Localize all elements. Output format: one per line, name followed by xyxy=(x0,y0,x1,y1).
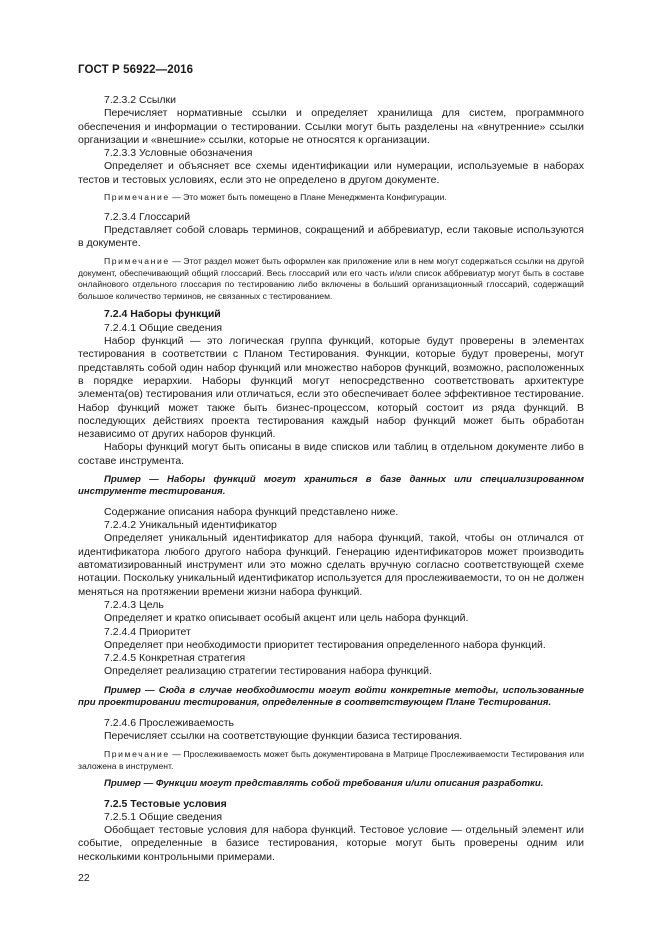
note-label: Примечание xyxy=(104,749,170,760)
heading-7-2-3-2: 7.2.3.2 Ссылки xyxy=(104,94,176,106)
paragraph-feature-sets-2: Наборы функций могут быть описаны в виде списков или таблиц в отдельном документе либо в составе инструмента. xyxy=(78,441,584,467)
paragraph-strategy: Определяет реализацию стратегии тестирования набора функций. xyxy=(104,665,432,678)
heading-7-2-4-5: 7.2.4.5 Конкретная стратегия xyxy=(104,652,246,665)
heading-7-2-5: 7.2.5 Тестовые условия xyxy=(104,797,227,810)
paragraph-test-conditions: Обобщает тестовые условия для набора функций. Тестовое условие — отдельный элемент или событие, определенные в базисе тестирования, которые могут быть проверены одним или несколькими контрольными примерами. xyxy=(78,824,584,863)
note-text: — Этот раздел может быть оформлен как приложение или в нем могут содержаться ссылки на другой документ, обеспечивающий общий глоссарий. Весь глоссарий или его часть и/или список аббревиатур могут быть в составе онлайнового отдельного глоссария по тестированию либо включены в больший организационный глоссарий, содержащий большое количество терминов, не связанных с тестированием. xyxy=(78,256,584,301)
note-text: — Это может быть помещено в Плане Менеджмента Конфигурации. xyxy=(169,192,447,203)
heading-7-2-4-2: 7.2.4.2 Уникальный идентификатор xyxy=(104,519,277,532)
heading-7-2-5-1: 7.2.5.1 Общие сведения xyxy=(104,810,223,823)
heading-7-2-3-3: 7.2.3.3 Условные обозначения xyxy=(104,147,253,160)
heading-7-2-4-1: 7.2.4.1 Общие сведения xyxy=(104,321,223,334)
note-label: Примечание xyxy=(104,192,170,203)
heading-7-2-3-4: 7.2.3.4 Глоссарий xyxy=(104,210,191,223)
paragraph-traceability: Перечисляет ссылки на соответствующие функции базиса тестирования. xyxy=(104,729,463,742)
note-label: Примечание xyxy=(104,256,170,267)
example-2: Пример — Сюда в случае необходимости могут войти конкретные методы, использованные при проектировании тестирования, определенные в соответствующем Плане Тестирования. xyxy=(78,684,584,709)
paragraph-feature-sets-1: Набор функций — это логическая группа функций, которые будут проверены в элементах тестирования в соответствии с Планом Тестирования. Функции, которые будут проверены, могут представлять собой один набор функций или множество наборов функций, возможно, расположенных в порядке иерархии. Наборы функций могут непосредственно соответствовать архитектуре элемента(ов) тестирования или отличаться, если это обеспечивает более эффективное тестирование. Набор функций может также быть бизнес-процессом, который состоит из ряда функций. В последующих действиях проекта тестирования каждый набор функций может быть обработан независимо от других наборов функций. xyxy=(78,335,584,441)
heading-7-2-4-4: 7.2.4.4 Приоритет xyxy=(104,625,191,638)
paragraph-references: Перечисляет нормативные ссылки и определяет хранилища для систем, программного обеспечения и информации о тестировании. Ссылки могут быть разделены на «внутренние» ссылки организации и «внешние» ссылки, которые не относятся к организации. xyxy=(78,107,584,146)
paragraph-priority: Определяет при необходимости приоритет тестирования определенного набора функций. xyxy=(104,638,546,651)
paragraph-unique-id: Определяет уникальный идентификатор для набора функций, такой, чтобы он отличался от идентификатора любого другого набора функций. Генерацию идентификаторов может производить автоматизированный инструмент или это можно сделать вручную согласно соответствующей схеме нотации. Поскольку уникальный идентификатор используется для прослеживаемости, то он не должен меняться на протяжении времени жизни набора функций. xyxy=(78,532,584,598)
example-3: Пример — Функции могут представлять собой требования и/или описания разработки. xyxy=(104,778,544,790)
heading-7-2-4-6: 7.2.4.6 Прослеживаемость xyxy=(104,716,234,729)
note-1 xyxy=(78,192,584,204)
example-1: Пример — Наборы функций могут храниться в базе данных или специализированном инструменте тестирования. xyxy=(78,474,584,498)
paragraph-goal: Определяет и кратко описывает особый акцент или цель набора функций. xyxy=(104,612,469,625)
note-3 xyxy=(78,749,584,772)
document-header: ГОСТ Р 56922—2016 xyxy=(78,64,194,76)
note-2 xyxy=(78,256,584,302)
note-text: — Прослеживаемость может быть документирована в Матрице Прослеживаемости Тестирования или заложена в инструмент. xyxy=(78,749,584,771)
paragraph-content: Содержание описания набора функций представлено ниже. xyxy=(104,505,399,518)
heading-7-2-4-3: 7.2.4.3 Цель xyxy=(104,598,164,611)
heading-7-2-4: 7.2.4 Наборы функций xyxy=(104,308,221,321)
document-body xyxy=(78,94,584,864)
paragraph-conventions: Определяет и объясняет все схемы идентификации или нумерации, используемые в наборах тестов и тестовых условиях, если это не определено в другом документе. xyxy=(78,160,584,186)
page-number: 22 xyxy=(78,872,90,884)
paragraph-glossary: Представляет собой словарь терминов, сокращений и аббревиатур, если таковые используются в документе. xyxy=(78,223,584,250)
